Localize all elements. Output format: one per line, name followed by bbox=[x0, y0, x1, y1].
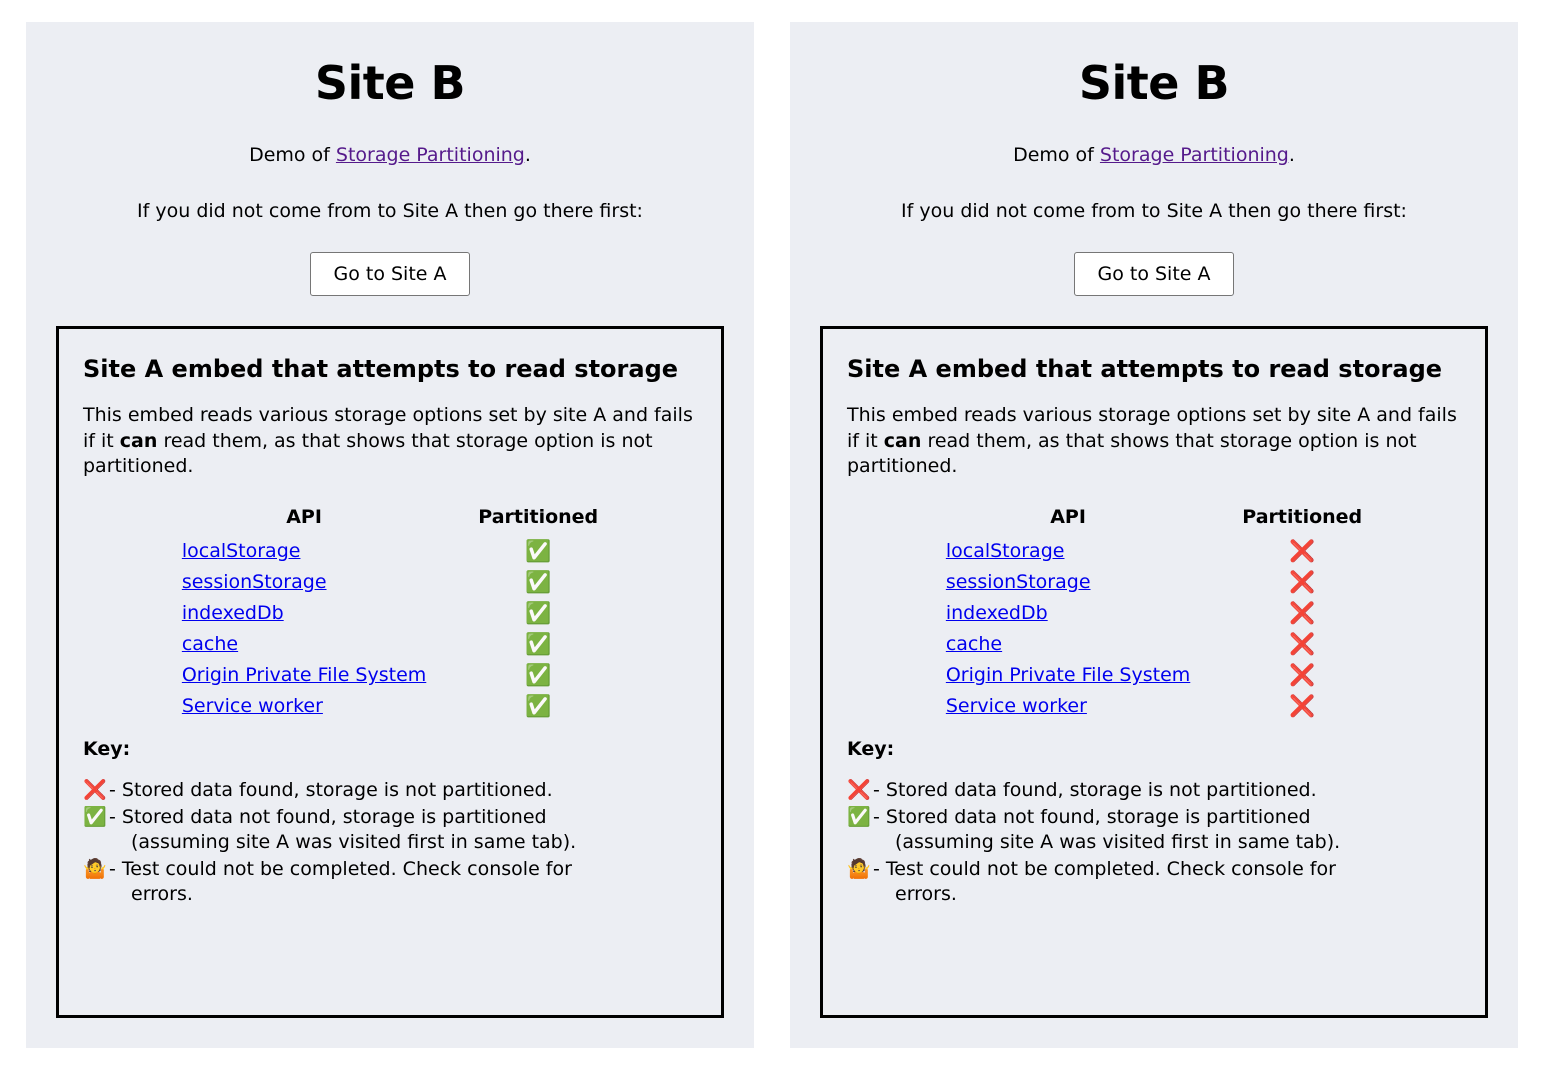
embed-title: Site A embed that attempts to read storage bbox=[847, 355, 1443, 383]
site-a-embed-frame bbox=[56, 326, 724, 1018]
table-row bbox=[156, 567, 624, 598]
key-legend-list bbox=[83, 778, 697, 907]
storage-api-table bbox=[920, 506, 1388, 722]
status-badge: ❌ bbox=[1289, 693, 1316, 718]
api-name-cell bbox=[920, 660, 1216, 691]
status-badge: ❌ bbox=[1289, 569, 1316, 594]
table-row bbox=[920, 598, 1388, 629]
storage-partitioning-link[interactable]: Storage Partitioning bbox=[335, 144, 525, 166]
shrug-icon: 🤷 bbox=[847, 858, 871, 881]
api-link-localstorage[interactable]: localStorage bbox=[181, 540, 301, 563]
embed-description bbox=[847, 403, 1461, 480]
shrug-icon: 🤷 bbox=[83, 858, 107, 881]
api-name-cell bbox=[156, 567, 452, 598]
embed-desc-part2: read them, as that shows that storage option is not partitioned. bbox=[83, 429, 653, 478]
check-mark-icon: ✅ bbox=[847, 806, 871, 828]
api-link-cache[interactable]: cache bbox=[945, 633, 1003, 656]
column-header-api: API bbox=[286, 505, 322, 528]
intro-text bbox=[249, 144, 531, 166]
intro-suffix: . bbox=[524, 144, 531, 166]
api-link-cache[interactable]: cache bbox=[181, 633, 239, 656]
site-a-embed-frame bbox=[820, 326, 1488, 1018]
intro-suffix: . bbox=[1288, 144, 1295, 166]
api-name-cell bbox=[920, 691, 1216, 722]
api-name-cell bbox=[156, 536, 452, 567]
status-badge: ❌ bbox=[1289, 600, 1316, 625]
key-text-line1: - Test could not be completed. Check console for bbox=[109, 858, 572, 881]
site-a-hint: If you did not come from to Site A then go there first: bbox=[901, 200, 1407, 222]
embed-description bbox=[83, 403, 697, 480]
key-heading: Key: bbox=[847, 737, 895, 760]
status-badge: ✅ bbox=[525, 662, 552, 687]
go-to-site-a-button[interactable]: Go to Site A bbox=[310, 252, 469, 296]
key-text-line1: - Test could not be completed. Check console for bbox=[873, 858, 1336, 881]
key-text: - Stored data found, storage is not partitioned. bbox=[873, 778, 1317, 801]
table-row bbox=[156, 660, 624, 691]
table-row bbox=[920, 660, 1388, 691]
table-row bbox=[156, 536, 624, 567]
api-name-cell bbox=[920, 629, 1216, 660]
table-header-row bbox=[156, 506, 624, 536]
cross-mark-icon: ❌ bbox=[83, 778, 107, 801]
table-row bbox=[156, 629, 624, 660]
table-row bbox=[920, 536, 1388, 567]
table-row bbox=[156, 691, 624, 722]
key-text-line2: errors. bbox=[895, 883, 957, 906]
status-badge: ✅ bbox=[525, 538, 552, 563]
check-mark-icon: ✅ bbox=[83, 806, 107, 828]
key-text bbox=[873, 805, 1461, 855]
go-to-site-a-button[interactable]: Go to Site A bbox=[1074, 252, 1233, 296]
api-link-sessionstorage[interactable]: sessionStorage bbox=[181, 571, 327, 594]
key-text-line1: - Stored data not found, storage is partitioned bbox=[109, 806, 547, 828]
api-name-cell bbox=[156, 660, 452, 691]
table-row bbox=[920, 629, 1388, 660]
embed-desc-emphasis: can bbox=[883, 429, 922, 452]
column-header-partitioned: Partitioned bbox=[478, 505, 599, 528]
status-badge: ✅ bbox=[525, 569, 552, 594]
status-badge: ❌ bbox=[1289, 631, 1316, 656]
intro-prefix: Demo of bbox=[249, 144, 336, 166]
api-link-service-worker[interactable]: Service worker bbox=[945, 695, 1087, 718]
key-text-line2: (assuming site A was visited first in same tab). bbox=[895, 831, 1341, 854]
list-item bbox=[83, 857, 697, 907]
column-header-api: API bbox=[1050, 505, 1086, 528]
embed-desc-part2: read them, as that shows that storage option is not partitioned. bbox=[847, 429, 1417, 478]
site-a-hint: If you did not come from to Site A then go there first: bbox=[137, 200, 643, 222]
api-link-indexeddb[interactable]: indexedDb bbox=[945, 602, 1048, 625]
key-legend-list bbox=[847, 778, 1461, 907]
key-text: - Stored data found, storage is not partitioned. bbox=[109, 778, 553, 801]
status-badge: ❌ bbox=[1289, 662, 1316, 687]
table-header-row bbox=[920, 506, 1388, 536]
key-text-line1: - Stored data not found, storage is partitioned bbox=[873, 806, 1311, 828]
api-link-sessionstorage[interactable]: sessionStorage bbox=[945, 571, 1091, 594]
api-link-service-worker[interactable]: Service worker bbox=[181, 695, 323, 718]
key-text-line2: errors. bbox=[131, 883, 193, 906]
list-item bbox=[847, 805, 1461, 855]
api-name-cell bbox=[920, 536, 1216, 567]
status-badge: ✅ bbox=[525, 631, 552, 656]
embed-desc-part1: This embed reads various storage options set by site A and fails if it bbox=[83, 404, 693, 452]
intro-prefix: Demo of bbox=[1013, 144, 1100, 166]
api-link-opfs[interactable]: Origin Private File System bbox=[181, 664, 427, 687]
key-text bbox=[109, 805, 697, 855]
column-header-partitioned: Partitioned bbox=[1242, 505, 1363, 528]
site-panel-right bbox=[790, 22, 1518, 1048]
page-title: Site B bbox=[1078, 56, 1230, 110]
intro-text bbox=[1013, 144, 1295, 166]
site-panel-left bbox=[26, 22, 754, 1048]
key-text bbox=[109, 857, 697, 907]
embed-title: Site A embed that attempts to read storage bbox=[83, 355, 679, 383]
api-name-cell bbox=[156, 598, 452, 629]
table-row bbox=[920, 691, 1388, 722]
table-row bbox=[156, 598, 624, 629]
status-badge: ✅ bbox=[525, 693, 552, 718]
api-name-cell bbox=[920, 598, 1216, 629]
table-row bbox=[920, 567, 1388, 598]
key-text bbox=[873, 857, 1461, 907]
cross-mark-icon: ❌ bbox=[847, 778, 871, 801]
key-heading: Key: bbox=[83, 737, 131, 760]
embed-desc-emphasis: can bbox=[119, 429, 158, 452]
embed-desc-part1: This embed reads various storage options set by site A and fails if it bbox=[847, 404, 1457, 452]
list-item bbox=[83, 805, 697, 855]
api-name-cell bbox=[920, 567, 1216, 598]
storage-partitioning-link[interactable]: Storage Partitioning bbox=[1099, 144, 1289, 166]
list-item bbox=[847, 857, 1461, 907]
status-badge: ✅ bbox=[525, 600, 552, 625]
key-text-line2: (assuming site A was visited first in same tab). bbox=[131, 831, 577, 854]
api-link-opfs[interactable]: Origin Private File System bbox=[945, 664, 1191, 687]
list-item bbox=[83, 778, 697, 803]
api-link-indexeddb[interactable]: indexedDb bbox=[181, 602, 284, 625]
api-link-localstorage[interactable]: localStorage bbox=[945, 540, 1065, 563]
list-item bbox=[847, 778, 1461, 803]
storage-api-table bbox=[156, 506, 624, 722]
api-name-cell bbox=[156, 629, 452, 660]
api-name-cell bbox=[156, 691, 452, 722]
status-badge: ❌ bbox=[1289, 538, 1316, 563]
page-title: Site B bbox=[314, 56, 466, 110]
